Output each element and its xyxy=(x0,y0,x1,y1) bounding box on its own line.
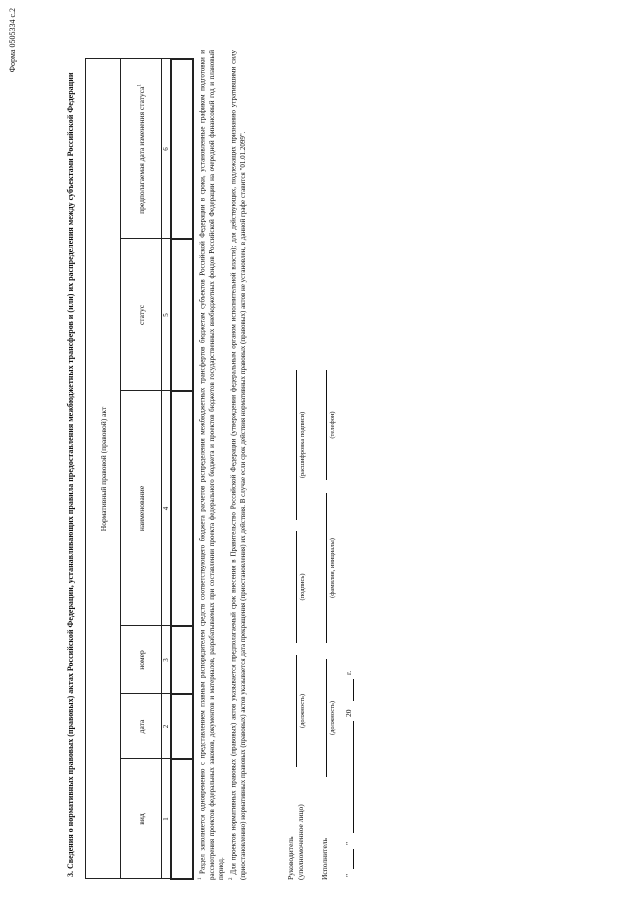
date-month-line xyxy=(353,721,354,833)
date-quote-close: " xyxy=(344,841,353,845)
footnote-text: Раздел заполняется одновременно с представлением главным распорядителем средств соответствующего бюджета расчетов распределения межбюджетных трансфертов бюджетам субъектов Российской Федерации в сроки, установленные графиком подготовки и рассмотрения проектов федеральных законов, документов и материалов, разрабатываемых при составлении проекта федерального бюджета и проектов бюджетов государственных внебюджетных фондов Российской Федерации на очередной финансовый год и плановый период. xyxy=(198,49,226,880)
executor-fullname-caption: (фамилия, инициалы) xyxy=(329,538,336,598)
head-label xyxy=(286,804,306,880)
footnote-text: Для проектов нормативных правовых (правовых) актов указывается предполагаемый срок внесения в Правительство Российской Федерации (утверждения федеральным органом исполнительной власти); для действующих, подлежащих признанию утратившими силу (приостановлению) нормативных правовых (правовых) актов указывается дата прекращения (приостановления) их действия. В случае если срок действия нормативных правовых (правовых) актов не установлен, в данной графе ставится "01.01.2099". xyxy=(229,49,247,880)
footnote-2 xyxy=(227,50,248,880)
col-header-kind: вид xyxy=(121,759,162,879)
date-quote-open: " xyxy=(344,873,353,877)
section-title: 3. Сведения о нормативных правовых (правовых) актах Российской Федерации, устанавливающих правила предоставления межбюджетных трансферов и (или) их распределения между субъектами Российской Федерации xyxy=(66,72,75,877)
col-number: 4 xyxy=(162,391,172,626)
executor-fullname-line xyxy=(326,493,327,643)
col-number: 6 xyxy=(162,59,172,239)
footnote-mark: 2 xyxy=(228,877,234,880)
footnote-ref: 1 xyxy=(137,84,142,87)
col-header-number: номер xyxy=(121,626,162,694)
executor-label: Исполнитель xyxy=(320,838,329,880)
col-header-status-change-date xyxy=(121,59,162,239)
col-header-date: дата xyxy=(121,694,162,759)
head-signature-caption: (подпись) xyxy=(299,573,306,601)
group-header: Нормативный правовой (правовой) акт xyxy=(86,59,121,879)
col-header-status: статус xyxy=(121,239,162,391)
table-cell xyxy=(171,626,193,694)
date-year-line xyxy=(353,679,354,701)
table-cell xyxy=(171,239,193,391)
head-label-line-2: (уполномоченное лицо) xyxy=(296,804,305,880)
col-number: 1 xyxy=(162,759,172,879)
head-position-line xyxy=(296,655,297,767)
table-cell xyxy=(171,391,193,626)
col-header-status-change-date-text: предполагаемая дата изменения статуса xyxy=(136,86,146,214)
head-signature-line xyxy=(296,531,297,643)
date-day-line xyxy=(353,849,354,869)
head-decoding-caption: (расшифровка подписи) xyxy=(299,411,306,479)
form-code: Форма 0505334 с.2 xyxy=(8,8,17,73)
table-cell xyxy=(171,759,193,879)
table-cell xyxy=(171,694,193,759)
col-number: 2 xyxy=(162,694,172,759)
head-label-line-1: Руководитель xyxy=(286,836,295,880)
col-number: 5 xyxy=(162,239,172,391)
date-year-prefix: 20 xyxy=(344,709,353,717)
normative-acts-table xyxy=(85,58,194,880)
footnotes xyxy=(196,50,248,880)
head-decoding-line xyxy=(296,370,297,520)
footnote-mark: 1 xyxy=(198,877,203,880)
executor-phone-line xyxy=(326,370,327,480)
col-number: 3 xyxy=(162,626,172,694)
head-position-caption: (должность) xyxy=(299,693,306,729)
table-cell xyxy=(171,59,193,239)
date-year-suffix: г. xyxy=(344,670,353,675)
col-header-name: наименование xyxy=(121,391,162,626)
executor-position-caption: (должность) xyxy=(329,700,336,736)
executor-position-line xyxy=(326,659,327,777)
footnote-1 xyxy=(196,50,227,880)
executor-phone-caption: (телефон) xyxy=(329,411,336,439)
table-row xyxy=(171,59,193,879)
